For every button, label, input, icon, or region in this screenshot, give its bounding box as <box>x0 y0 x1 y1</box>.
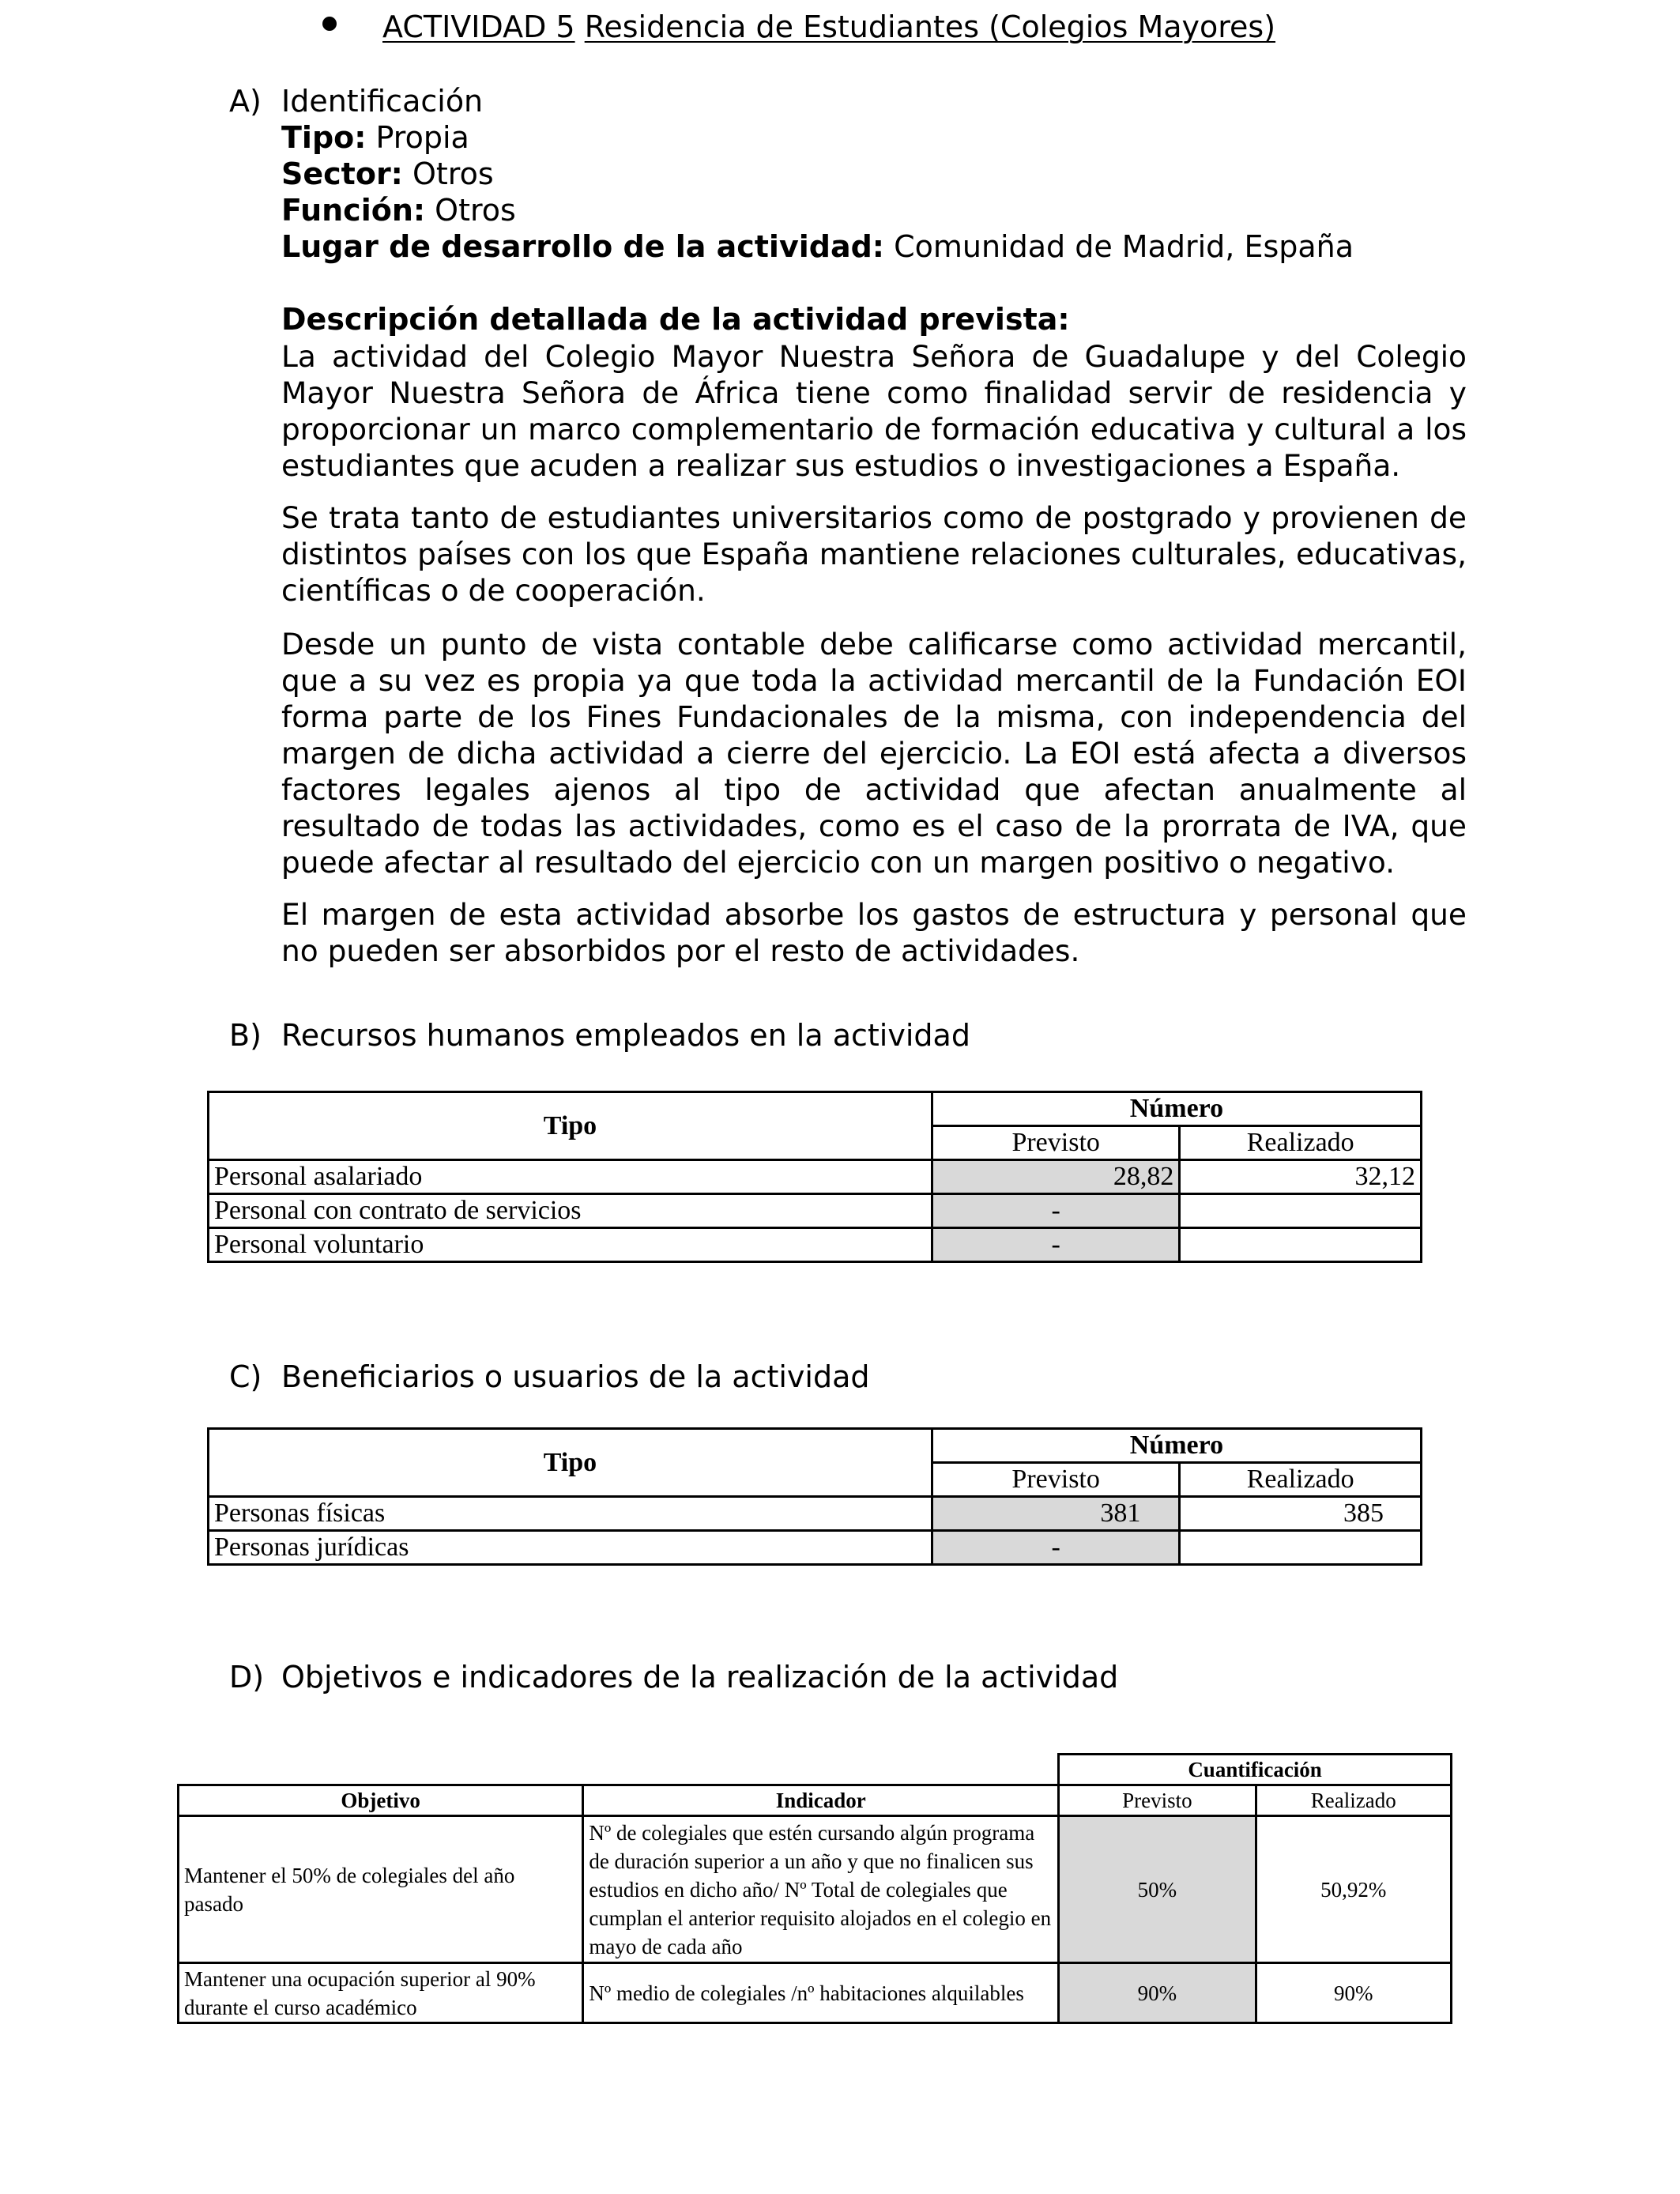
row-objetivo: Mantener una ocupación superior al 90% durante el curso académico <box>179 1963 583 2023</box>
row-previsto: 381 <box>932 1497 1179 1531</box>
row-tipo: Personal asalariado <box>209 1160 932 1194</box>
table-header-previsto: Previsto <box>932 1463 1179 1497</box>
section-d-letter: D) <box>229 1660 265 1695</box>
sector-label: Sector: <box>281 156 403 191</box>
section-b-title: Recursos humanos empleados en la actividad <box>281 1018 970 1053</box>
table-header-tipo: Tipo <box>209 1429 932 1497</box>
tipo-line <box>281 120 469 155</box>
row-tipo: Personas jurídicas <box>209 1531 932 1565</box>
table-row <box>209 1531 1422 1565</box>
table-header-previsto: Previsto <box>932 1126 1179 1160</box>
row-tipo: Personal con contrato de servicios <box>209 1194 932 1228</box>
sector-line <box>281 156 494 191</box>
lugar-line <box>281 229 1354 264</box>
table-header-objetivo: Objetivo <box>179 1785 583 1816</box>
lugar-value: Comunidad de Madrid, España <box>894 229 1354 264</box>
tipo-value: Propia <box>375 120 469 155</box>
row-previsto: 28,82 <box>932 1160 1179 1194</box>
row-previsto: - <box>932 1531 1179 1565</box>
funcion-line <box>281 193 516 228</box>
table-row <box>179 1816 1452 1963</box>
activity-label: ACTIVIDAD 5 <box>382 9 575 44</box>
row-realizado <box>1180 1531 1422 1565</box>
description-paragraph-1: La actividad del Colegio Mayor Nuestra Señora de Guadalupe y del Colegio Mayor Nuestra Señora de África tiene como finalidad servir de residencia y proporcionar un marco complementario de formación educativa y cultural a los estudiantes que acuden a realizar sus estudios o investigaciones a España. <box>281 339 1467 483</box>
table-header-indicador: Indicador <box>583 1785 1059 1816</box>
description-paragraph-4: El margen de esta actividad absorbe los gastos de estructura y personal que no pueden ser absorbidos por el resto de actividades. <box>281 897 1467 968</box>
funcion-value: Otros <box>435 193 516 228</box>
objectives-table <box>177 1753 1452 2024</box>
row-realizado: 50,92% <box>1256 1816 1451 1963</box>
table-row <box>209 1228 1422 1262</box>
description-paragraph-3: Desde un punto de vista contable debe calificarse como actividad mercantil, que a su vez es propia ya que toda la actividad mercantil de la Fundación EOI forma parte de los Fines Fundacionales de la misma, con independencia del margen de dicha actividad a cierre del ejercicio. La EOI está afecta a diversos factores legales ajenos al tipo de actividad que afectan anualmente al resultado de todas las actividades, como es el caso de la prorrata de IVA, que puede afectar al resultado del ejercicio con un margen positivo o negativo. <box>281 627 1467 880</box>
human-resources-table <box>207 1091 1422 1263</box>
lugar-label: Lugar de desarrollo de la actividad: <box>281 229 884 264</box>
section-c-letter: C) <box>229 1359 262 1394</box>
row-indicador: Nº medio de colegiales /nº habitaciones alquilables <box>583 1963 1059 2023</box>
description-paragraph-2: Se trata tanto de estudiantes universitarios como de postgrado y provienen de distintos países con los que España mantiene relaciones culturales, educativas, científicas o de cooperación. <box>281 500 1467 608</box>
row-previsto: - <box>932 1194 1179 1228</box>
section-a-letter: A) <box>229 84 262 119</box>
row-realizado: 90% <box>1256 1963 1451 2023</box>
section-c-title: Beneficiarios o usuarios de la actividad <box>281 1359 870 1394</box>
description-heading: Descripción detallada de la actividad prevista: <box>281 302 1070 337</box>
table-header-tipo: Tipo <box>209 1092 932 1160</box>
row-objetivo: Mantener el 50% de colegiales del año pasado <box>179 1816 583 1963</box>
row-previsto: 90% <box>1059 1963 1256 2023</box>
table-row <box>209 1497 1422 1531</box>
row-tipo: Personal voluntario <box>209 1228 932 1262</box>
section-b-letter: B) <box>229 1018 262 1053</box>
table-header-previsto: Previsto <box>1059 1785 1256 1816</box>
activity-title: Residencia de Estudiantes (Colegios Mayores) <box>584 9 1276 44</box>
table-row <box>209 1194 1422 1228</box>
table-header-realizado: Realizado <box>1180 1463 1422 1497</box>
row-realizado: 385 <box>1180 1497 1422 1531</box>
row-previsto: - <box>932 1228 1179 1262</box>
row-previsto: 50% <box>1059 1816 1256 1963</box>
table-header-realizado: Realizado <box>1180 1126 1422 1160</box>
section-d-title: Objetivos e indicadores de la realización de la actividad <box>281 1660 1119 1695</box>
table-header-numero: Número <box>932 1092 1421 1126</box>
table-header-realizado: Realizado <box>1256 1785 1451 1816</box>
row-realizado <box>1180 1228 1422 1262</box>
beneficiaries-table <box>207 1427 1422 1566</box>
table-row <box>179 1963 1452 2023</box>
tipo-label: Tipo: <box>281 120 367 155</box>
funcion-label: Función: <box>281 193 426 228</box>
bullet-icon <box>322 17 337 31</box>
section-a-title: Identificación <box>281 84 484 119</box>
table-header-cuantificacion: Cuantificación <box>1059 1755 1452 1785</box>
table-header-numero: Número <box>932 1429 1421 1463</box>
row-realizado <box>1180 1194 1422 1228</box>
sector-value: Otros <box>412 156 494 191</box>
row-indicador: Nº de colegiales que estén cursando algún programa de duración superior a un año y que no finalicen sus estudios en dicho año/ Nº Total de colegiales que cumplan el anterior requisito alojados en el colegio en mayo de cada año <box>583 1816 1059 1963</box>
table-row <box>209 1160 1422 1194</box>
row-realizado: 32,12 <box>1180 1160 1422 1194</box>
row-tipo: Personas físicas <box>209 1497 932 1531</box>
